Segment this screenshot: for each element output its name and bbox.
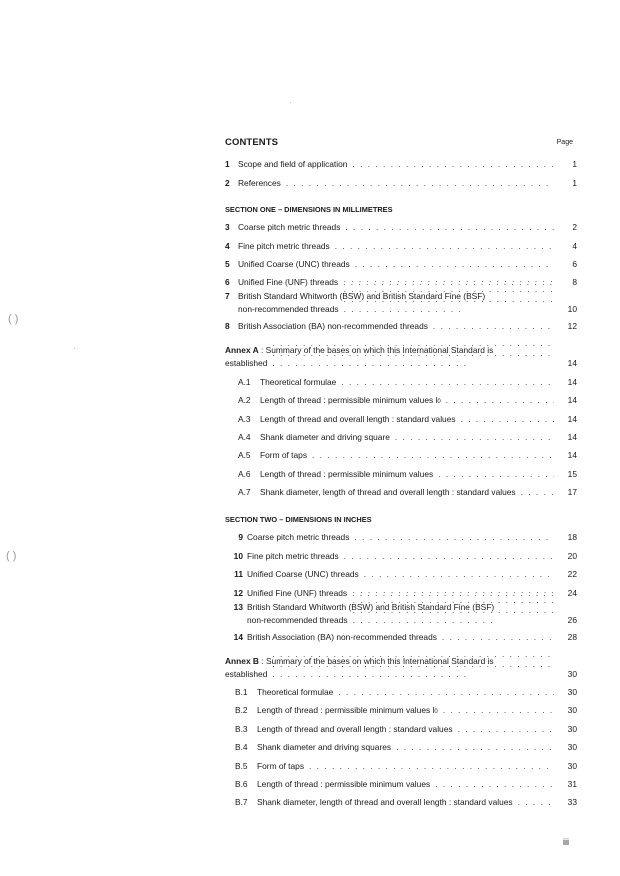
entry-page: 30 xyxy=(567,668,577,679)
toc-subentry[interactable] xyxy=(225,715,577,733)
scan-speck xyxy=(74,348,75,349)
toc-entry[interactable] xyxy=(225,598,577,625)
entry-title: Theoretical formulae xyxy=(257,687,334,698)
entry-title: Theoretical formulae xyxy=(260,376,337,387)
entry-title: Shank diameter, length of thread and overall length : standard values xyxy=(260,487,516,498)
entry-number: 13 xyxy=(233,601,243,612)
toc-entry[interactable] xyxy=(225,542,577,560)
dot-leader xyxy=(458,724,554,734)
dot-leader xyxy=(364,569,554,579)
entry-title: : Summary of the bases on which this International Standard is xyxy=(258,345,494,356)
toc-subentry[interactable] xyxy=(225,460,577,478)
entry-number: A.5 xyxy=(238,450,251,461)
entry-title: British Association (BA) non-recommended threads xyxy=(247,631,437,642)
dot-leader xyxy=(352,159,554,169)
dot-leader xyxy=(442,632,554,642)
margin-mark: ( ) xyxy=(6,550,17,562)
subscript: 0 xyxy=(434,709,438,716)
entry-title: Scope and field of application xyxy=(238,159,348,170)
toc-entry[interactable] xyxy=(225,232,577,250)
entry-number: A.2 xyxy=(238,395,251,406)
entry-title: Shank diameter and driving square xyxy=(260,431,390,442)
toc-subentry[interactable] xyxy=(225,679,577,697)
entry-title: Length of thread : permissible minimum values l xyxy=(260,395,438,406)
toc-subentry[interactable] xyxy=(225,479,577,497)
toc-subentry[interactable] xyxy=(225,405,577,423)
entry-title: Unified Coarse (UNC) threads xyxy=(247,569,359,580)
entry-number: 12 xyxy=(233,587,243,598)
dot-leader xyxy=(341,377,554,387)
entry-page: 30 xyxy=(567,760,577,771)
contents-header xyxy=(225,137,577,151)
entry-page: 1 xyxy=(572,177,577,188)
entry-title: Length of thread : permissible minimum values xyxy=(257,778,431,789)
entry-page: 20 xyxy=(567,550,577,561)
entry-page: 8 xyxy=(572,277,577,288)
entry-number: 1 xyxy=(225,159,230,170)
section-one-heading: SECTION ONE – DIMENSIONS IN MILLIMETRES xyxy=(225,204,393,214)
entry-number: 8 xyxy=(225,321,230,332)
toc-subentry[interactable] xyxy=(225,789,577,807)
entry-number: 4 xyxy=(225,240,230,251)
entry-page: 22 xyxy=(567,569,577,580)
contents-title: CONTENTS xyxy=(225,137,279,148)
entry-page: 15 xyxy=(567,468,577,479)
dot-leader xyxy=(518,797,554,807)
annex-b-entry[interactable] xyxy=(225,652,577,679)
entry-page: 2 xyxy=(572,222,577,233)
dot-leader xyxy=(272,649,554,679)
entry-page: 14 xyxy=(567,450,577,461)
toc-subentry[interactable] xyxy=(225,387,577,405)
dot-leader xyxy=(521,487,554,497)
entry-title: Length of thread : permissible minimum values xyxy=(260,468,434,479)
page-column-label: Page xyxy=(556,139,573,146)
entry-number: A.6 xyxy=(238,468,251,479)
entry-number: 5 xyxy=(225,258,230,269)
toc-entry[interactable] xyxy=(225,524,577,542)
entry-title: Form of taps xyxy=(260,450,308,461)
dot-leader xyxy=(344,274,554,314)
toc-entry[interactable] xyxy=(225,151,577,169)
entry-page: 30 xyxy=(567,687,577,698)
toc-subentry[interactable] xyxy=(225,442,577,460)
toc-entry[interactable] xyxy=(225,287,577,314)
entry-number: 6 xyxy=(225,277,230,288)
entry-page: 26 xyxy=(567,614,577,625)
dot-leader xyxy=(338,687,554,697)
entry-page: 30 xyxy=(567,705,577,716)
entry-number: 2 xyxy=(225,177,230,188)
entry-number: B.1 xyxy=(235,687,248,698)
entry-title: Unified Fine (UNF) threads xyxy=(238,277,339,288)
dot-leader xyxy=(435,779,554,789)
toc-entry[interactable] xyxy=(225,214,577,232)
toc-entry[interactable] xyxy=(225,561,577,579)
toc-entry[interactable] xyxy=(225,314,577,331)
dot-leader xyxy=(395,432,554,442)
subscript: 0 xyxy=(437,399,441,406)
dot-leader xyxy=(344,551,554,561)
entry-number: B.2 xyxy=(235,705,248,716)
dot-leader xyxy=(433,321,554,331)
entry-number: A.4 xyxy=(238,431,251,442)
entry-title: Coarse pitch metric threads xyxy=(247,532,350,543)
margin-mark: ( ) xyxy=(8,313,19,325)
entry-page: 24 xyxy=(567,587,577,598)
dot-leader xyxy=(286,178,554,188)
entry-page: 4 xyxy=(572,240,577,251)
dot-leader xyxy=(461,414,554,424)
dot-leader xyxy=(272,338,554,368)
entry-title-continued: established xyxy=(225,358,268,369)
entry-page: 14 xyxy=(567,413,577,424)
entry-page: 12 xyxy=(567,321,577,332)
dot-leader xyxy=(345,222,554,232)
entry-page: 14 xyxy=(567,395,577,406)
toc-entry[interactable] xyxy=(225,169,577,187)
entry-title: Unified Fine (UNF) threads xyxy=(247,587,348,598)
entry-page: 33 xyxy=(567,797,577,808)
entry-number: 14 xyxy=(233,631,243,642)
entry-number: 9 xyxy=(238,532,243,543)
dot-leader xyxy=(309,761,554,771)
annex-a-entry[interactable] xyxy=(225,341,577,368)
entry-title-continued: non-recommended threads xyxy=(238,304,339,315)
toc-subentry[interactable] xyxy=(225,697,577,715)
entry-title: Length of thread : permissible minimum values l xyxy=(257,705,435,716)
entry-number: B.3 xyxy=(235,723,248,734)
entry-number: A.7 xyxy=(238,487,251,498)
entry-page: 30 xyxy=(567,723,577,734)
section-two-heading: SECTION TWO – DIMENSIONS IN INCHES xyxy=(225,515,372,525)
entry-page: 28 xyxy=(567,631,577,642)
entry-page: 10 xyxy=(567,304,577,315)
annex-label: Annex A xyxy=(225,345,259,356)
entry-title: Fine pitch metric threads xyxy=(238,240,330,251)
dot-leader xyxy=(355,259,554,269)
toc-subentry[interactable] xyxy=(225,368,577,386)
dot-leader xyxy=(335,241,554,251)
entry-title: Unified Coarse (UNC) threads xyxy=(238,258,350,269)
entry-number: B.5 xyxy=(235,760,248,771)
dot-leader xyxy=(443,705,554,715)
entry-title: British Standard Whitworth (BSW) and British Standard Fine (BSF) xyxy=(238,291,486,302)
entry-number: 10 xyxy=(233,550,243,561)
toc-entry[interactable] xyxy=(225,625,577,642)
entry-page: 14 xyxy=(567,431,577,442)
dot-leader xyxy=(353,585,554,625)
entry-title: British Association (BA) non-recommended threads xyxy=(238,321,428,332)
toc-subentry[interactable] xyxy=(225,771,577,789)
entry-page: 6 xyxy=(572,258,577,269)
entry-page: 31 xyxy=(567,778,577,789)
entry-title: Fine pitch metric threads xyxy=(247,550,339,561)
entry-number: B.4 xyxy=(235,742,248,753)
entry-page: 14 xyxy=(567,376,577,387)
entry-page: 17 xyxy=(567,487,577,498)
toc-subentry[interactable] xyxy=(225,734,577,752)
entry-page: 18 xyxy=(567,532,577,543)
entry-title: Shank diameter, length of thread and overall length : standard values xyxy=(257,797,513,808)
entry-title: : Summary of the bases on which this International Standard is xyxy=(258,655,494,666)
entry-page: 14 xyxy=(567,358,577,369)
entry-number: 3 xyxy=(225,222,230,233)
entry-title: References xyxy=(238,177,281,188)
entry-page: 1 xyxy=(572,159,577,170)
entry-title: Shank diameter and driving squares xyxy=(257,742,392,753)
toc-subentry[interactable] xyxy=(225,752,577,770)
dot-leader xyxy=(438,469,554,479)
toc-subentry[interactable] xyxy=(225,424,577,442)
entry-number: B.7 xyxy=(235,797,248,808)
entry-title-continued: non-recommended threads xyxy=(247,614,348,625)
entry-number: B.6 xyxy=(235,778,248,789)
entry-title: British Standard Whitworth (BSW) and British Standard Fine (BSF) xyxy=(247,601,495,612)
scan-speck xyxy=(290,102,291,103)
entry-title: Length of thread and overall length : standard values xyxy=(257,723,453,734)
entry-title: Length of thread and overall length : standard values xyxy=(260,413,456,424)
dot-leader xyxy=(446,395,554,405)
entry-title: Coarse pitch metric threads xyxy=(238,222,341,233)
toc-entry[interactable] xyxy=(225,251,577,269)
annex-label: Annex B xyxy=(225,655,259,666)
dot-leader xyxy=(396,742,554,752)
entry-page: 30 xyxy=(567,742,577,753)
entry-number: 7 xyxy=(225,291,230,302)
dot-leader xyxy=(312,450,554,460)
dot-leader xyxy=(354,532,554,542)
entry-title-continued: established xyxy=(225,668,268,679)
entry-number: 11 xyxy=(234,569,243,580)
page-number: iii xyxy=(563,837,569,847)
table-of-contents xyxy=(225,137,577,807)
entry-number: A.1 xyxy=(238,376,251,387)
entry-title: Form of taps xyxy=(257,760,305,771)
entry-number: A.3 xyxy=(238,413,251,424)
